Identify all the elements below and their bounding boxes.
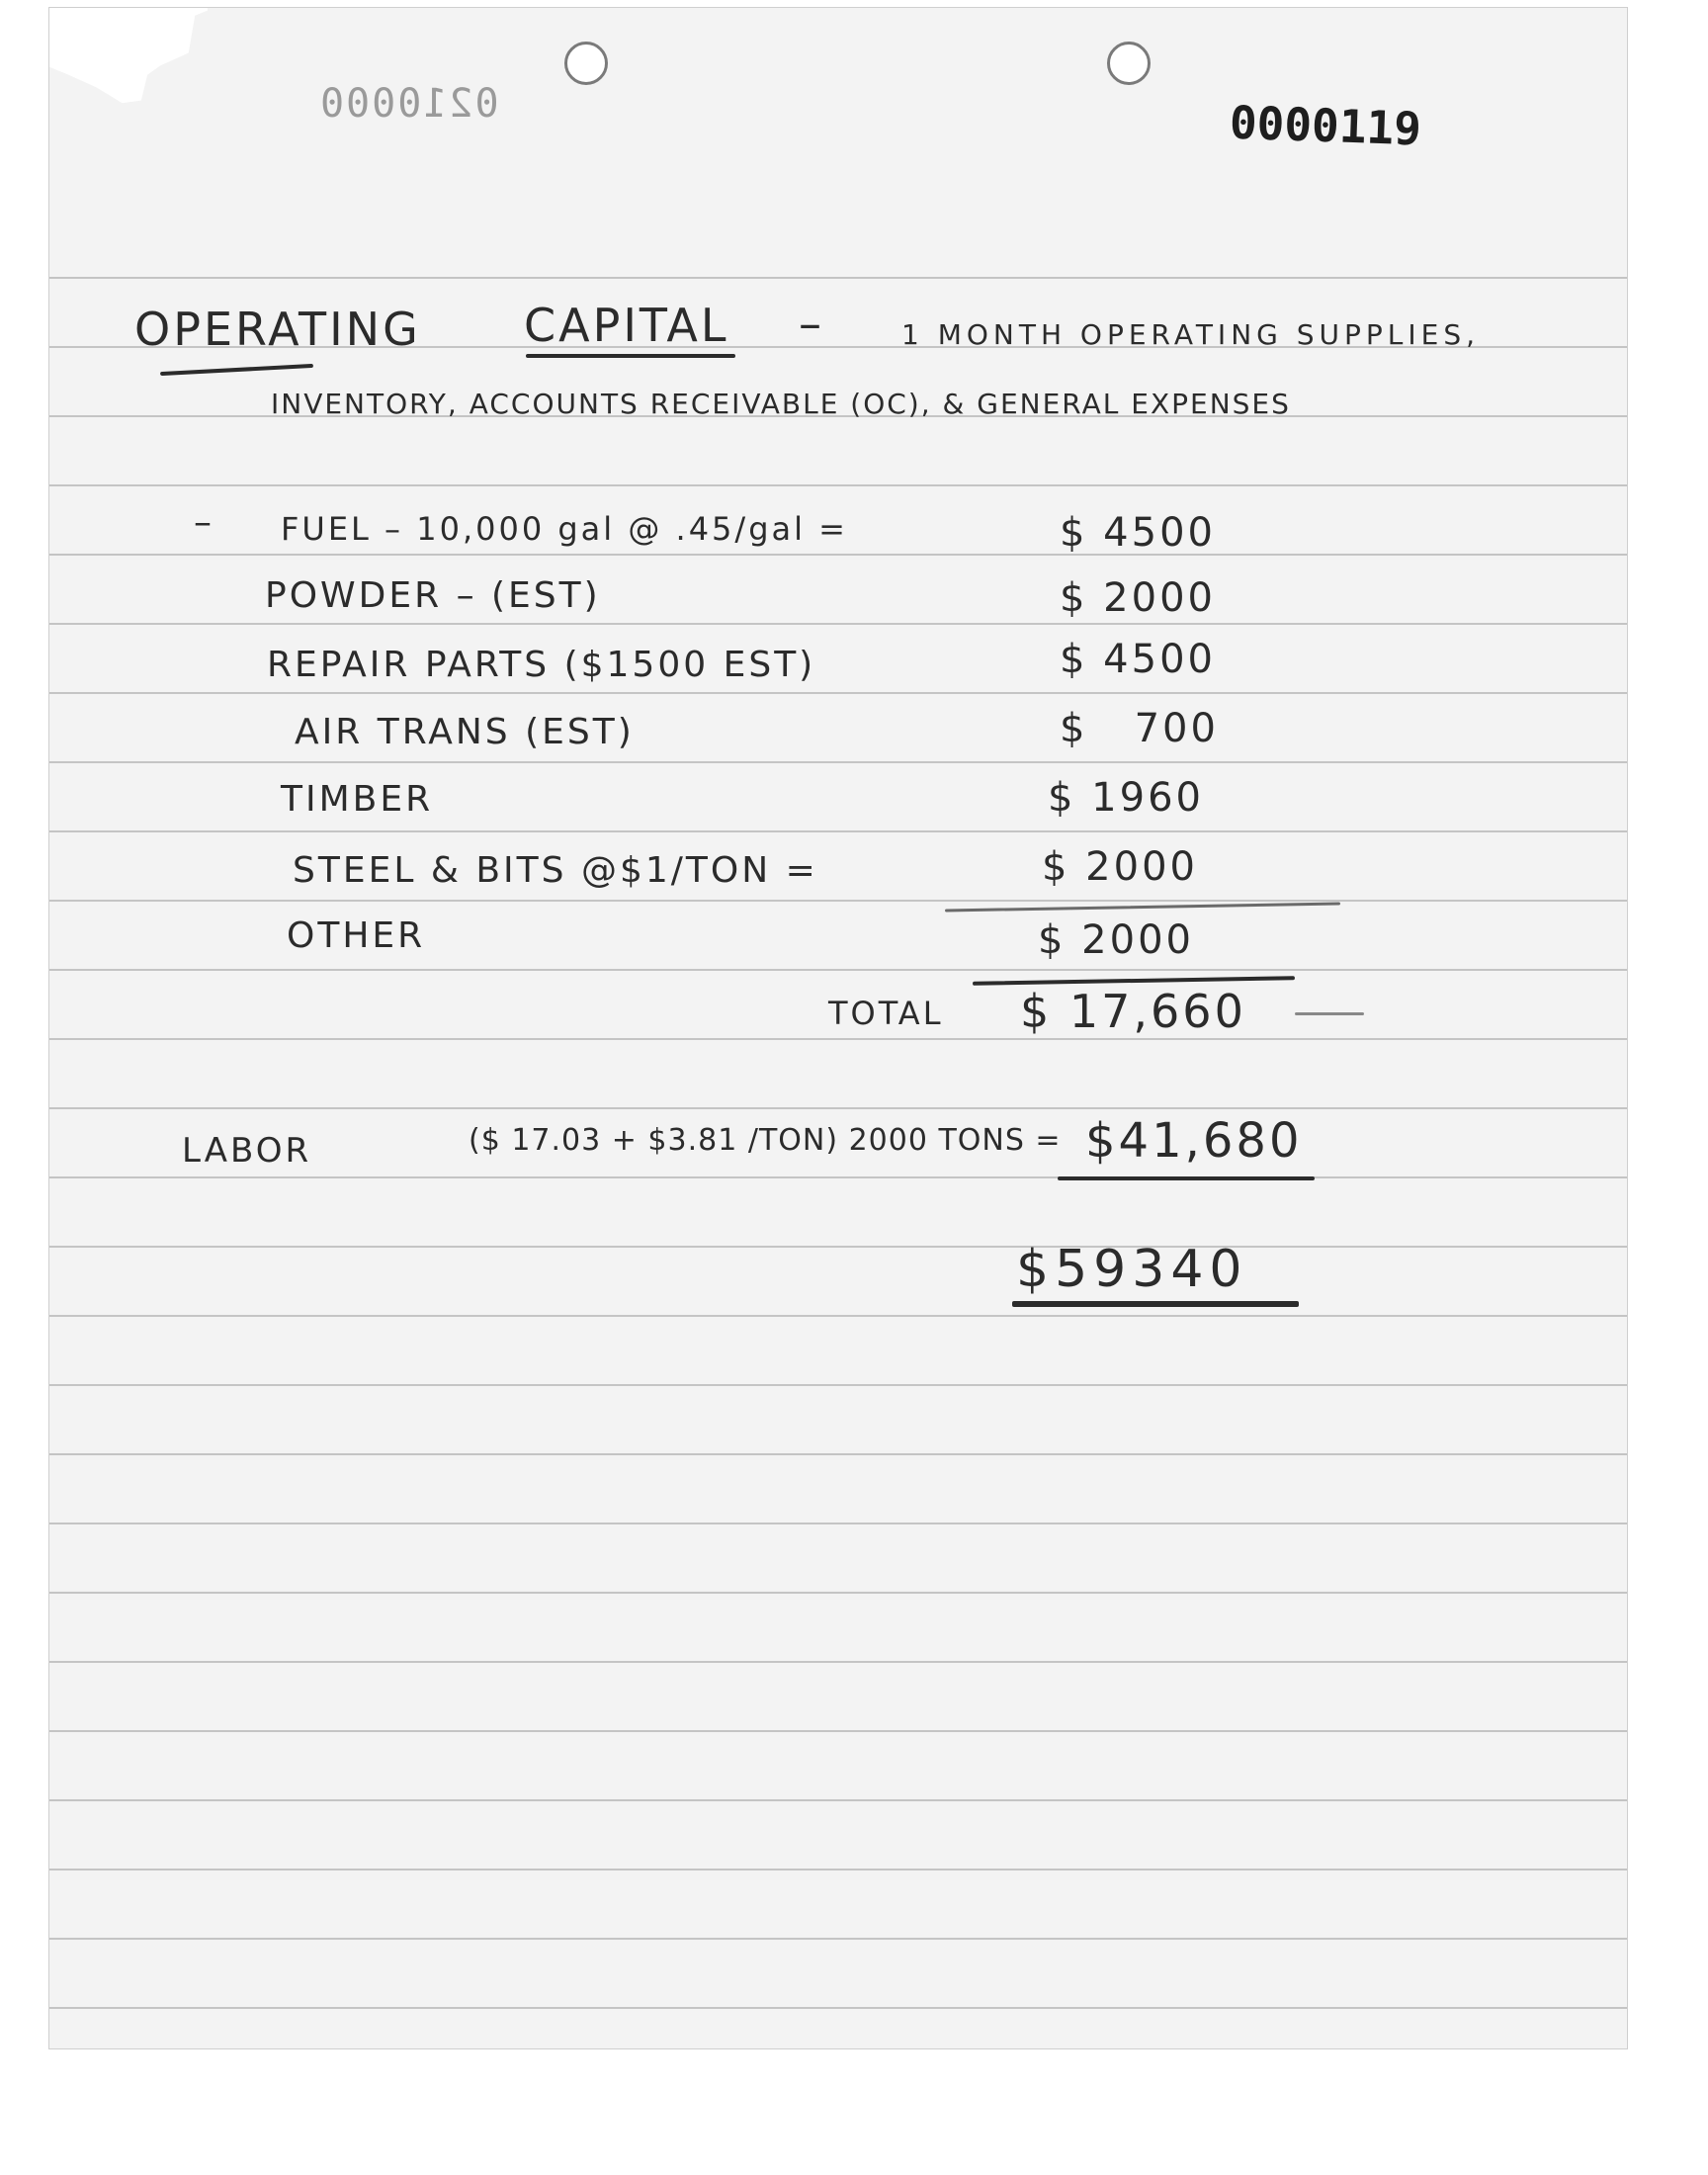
item-label: AIR TRANS (EST) [295, 712, 635, 752]
grand-total: $59340 [1016, 1240, 1248, 1299]
ruled-line [49, 1315, 1627, 1317]
item-amount: $ 2000 [1038, 917, 1194, 963]
heading-line-2: INVENTORY, ACCOUNTS RECEIVABLE (OC), & GENERAL EXPENSES [271, 388, 1291, 420]
item-label: FUEL – 10,000 gal @ .45/gal = [281, 510, 848, 548]
ruled-line [49, 1938, 1627, 1940]
bates-stamp-number: 0000119 [1229, 95, 1422, 156]
grand-total-underline [1012, 1301, 1299, 1307]
item-amount: $ 700 [1060, 706, 1219, 751]
ruled-line [49, 761, 1627, 763]
ruled-line [49, 2007, 1627, 2009]
ruled-line [49, 277, 1627, 279]
ruled-line [49, 969, 1627, 971]
item-label: POWDER – (EST) [265, 575, 601, 616]
ruled-line [49, 1384, 1627, 1386]
labor-label: LABOR [182, 1131, 312, 1171]
heading-line-1: 1 MONTH OPERATING SUPPLIES, [901, 318, 1480, 351]
item-label: TIMBER [281, 779, 434, 820]
item-label: OTHER [287, 915, 426, 956]
labor-formula: ($ 17.03 + $3.81 /TON) 2000 TONS = [469, 1123, 1062, 1158]
title-capital-underline [526, 354, 735, 358]
ruled-line [49, 1453, 1627, 1455]
ruled-line [49, 484, 1627, 486]
item-label: STEEL & BITS @$1/TON = [293, 850, 818, 891]
item-amount: $ 2000 [1060, 575, 1216, 621]
ruled-line [49, 1522, 1627, 1524]
item-amount: $ 1960 [1048, 775, 1204, 821]
punch-hole-right [1107, 42, 1151, 85]
ruled-line [49, 830, 1627, 832]
item-amount: $ 4500 [1060, 510, 1216, 556]
total-label: TOTAL [828, 995, 944, 1032]
ruled-line [49, 900, 1627, 902]
title-dash: – [799, 297, 824, 350]
ruled-line [49, 554, 1627, 556]
bleed-through-stamp: 0210000 [318, 81, 499, 127]
ruled-line [49, 1799, 1627, 1801]
ruled-line [49, 1246, 1627, 1248]
item-amount: $ 2000 [1042, 844, 1198, 890]
title-capital: CAPITAL [524, 299, 729, 352]
ruled-line [49, 623, 1627, 625]
item-amount: $ 4500 [1060, 637, 1216, 682]
labor-underline [1058, 1176, 1315, 1180]
punch-hole-left [564, 42, 608, 85]
title-operating: OPERATING [134, 303, 421, 356]
labor-amount: $41,680 [1085, 1113, 1303, 1169]
item-label: REPAIR PARTS ($1500 EST) [267, 645, 816, 685]
ruled-line [49, 692, 1627, 694]
ruled-line [49, 1730, 1627, 1732]
ruled-line [49, 1592, 1627, 1594]
ruled-line [49, 1661, 1627, 1663]
ruled-line [49, 1176, 1627, 1178]
ruled-line [49, 1869, 1627, 1870]
ruled-line [49, 1107, 1627, 1109]
total-arrow-mark [1295, 1012, 1364, 1015]
ruled-line [49, 1038, 1627, 1040]
bullet-dash: – [194, 502, 214, 543]
total-amount: $ 17,660 [1020, 985, 1246, 1038]
